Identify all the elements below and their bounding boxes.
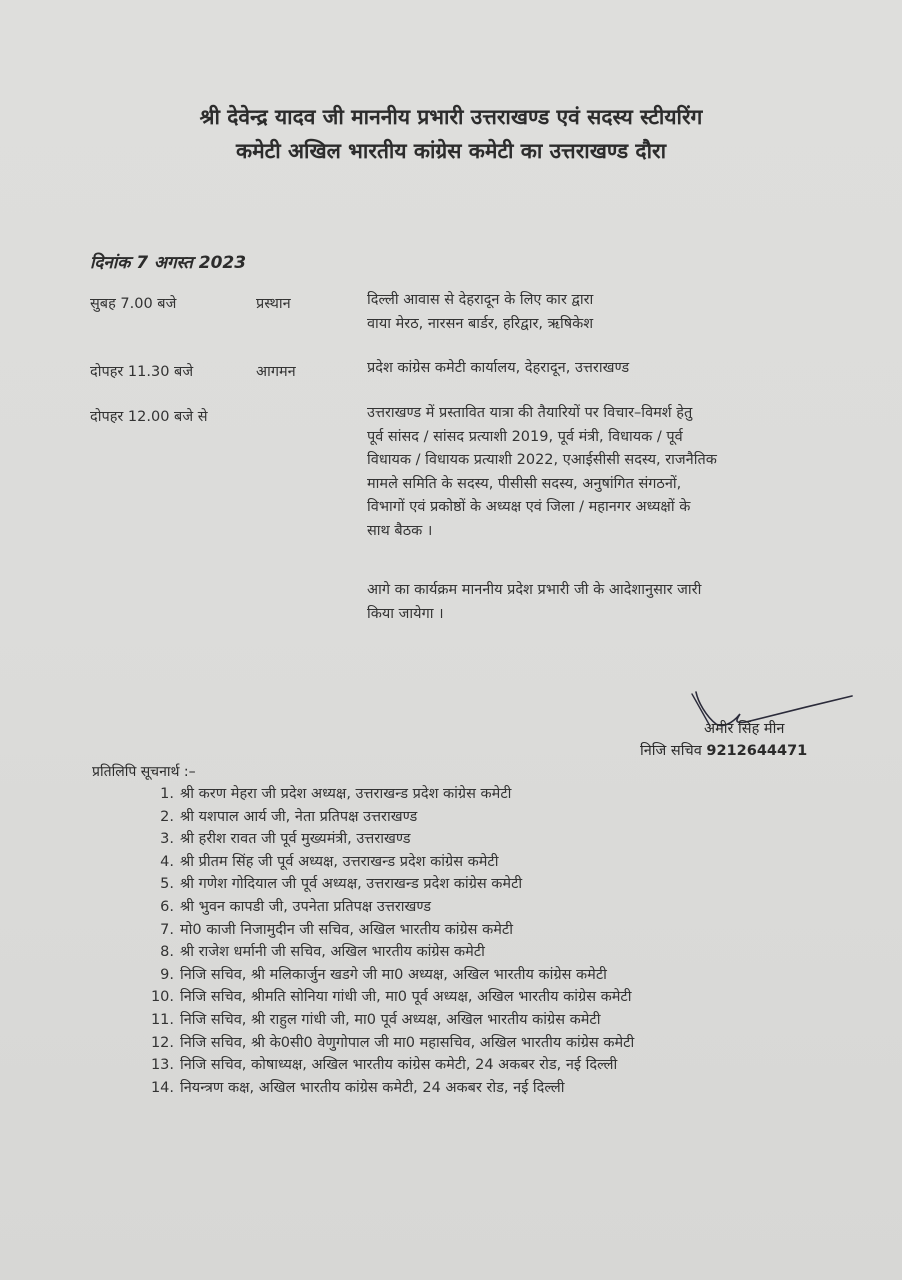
item-number: 2. [160, 808, 174, 825]
list-item [146, 896, 846, 919]
description-line: उत्तराखण्ड में प्रस्तावित यात्रा की तैयारियों पर विचार–विमर्श हेतु [367, 405, 693, 421]
schedule-description [367, 402, 817, 543]
description-line: विभागों एवं प्रकोष्ठों के अध्यक्ष एवं जिला / महानगर अध्यक्षों के [367, 499, 691, 515]
cc-list [146, 783, 846, 1099]
item-number: 11. [150, 1011, 174, 1028]
description-line: प्रदेश कांग्रेस कमेटी कार्यालय, देहरादून, उत्तराखण्ड [367, 360, 630, 376]
list-item [146, 851, 846, 874]
list-item [146, 1009, 846, 1032]
item-text: निजि सचिव, श्री के0सी0 वेणुगोपाल जी मा0 महासचिव, अखिल भारतीय कांग्रेस कमेटी [180, 1034, 635, 1051]
item-text: नियन्त्रण कक्ष, अखिल भारतीय कांग्रेस कमेटी, 24 अकबर रोड, नई दिल्ली [180, 1079, 565, 1096]
list-item [146, 828, 846, 851]
item-text: निजि सचिव, श्रीमति सोनिया गांधी जी, मा0 पूर्व अध्यक्ष, अखिल भारतीय कांग्रेस कमेटी [180, 989, 632, 1006]
list-item [146, 919, 846, 942]
item-text: श्री हरीश रावत जी पूर्व मुख्यमंत्री, उत्तराखण्ड [180, 831, 411, 848]
item-text: निजि सचिव, श्री राहुल गांधी जी, मा0 पूर्व अध्यक्ष, अखिल भारतीय कांग्रेस कमेटी [180, 1011, 601, 1028]
schedule-description [367, 289, 817, 336]
list-item [146, 964, 846, 987]
item-text: श्री राजेश धर्मानी जी सचिव, अखिल भारतीय कांग्रेस कमेटी [180, 944, 485, 961]
item-text: श्री प्रीतम सिंह जी पूर्व अध्यक्ष, उत्तराखन्ड प्रदेश कांग्रेस कमेटी [180, 853, 499, 870]
item-number: 10. [150, 989, 174, 1006]
designation-label: निजि सचिव [640, 743, 702, 759]
item-number: 12. [150, 1034, 174, 1051]
schedule-time: दोपहर 12.00 बजे से [90, 409, 208, 425]
program-note [367, 579, 817, 626]
item-text: श्री भुवन कापडी जी, उपनेता प्रतिपक्ष उत्तराखण्ड [180, 898, 432, 915]
description-line: साथ बैठक । [367, 522, 433, 539]
list-item [146, 986, 846, 1009]
item-number: 8. [160, 944, 174, 961]
list-item [146, 783, 846, 806]
item-text: मो0 काजी निजामुदीन जी सचिव, अखिल भारतीय कांग्रेस कमेटी [180, 921, 513, 938]
item-number: 9. [160, 966, 174, 983]
item-number: 3. [160, 831, 174, 848]
item-text: श्री यशपाल आर्य जी, नेता प्रतिपक्ष उत्तराखण्ड [180, 808, 418, 825]
cc-heading: प्रतिलिपि सूचनार्थ :– [92, 764, 196, 780]
note-line: आगे का कार्यक्रम माननीय प्रदेश प्रभारी जी के आदेशानुसार जारी [367, 582, 702, 598]
list-item [146, 873, 846, 896]
signatory-designation [640, 740, 807, 760]
item-text: श्री करण मेहरा जी प्रदेश अध्यक्ष, उत्तराखन्ड प्रदेश कांग्रेस कमेटी [180, 786, 512, 802]
item-number: 14. [150, 1079, 174, 1096]
description-line: दिल्ली आवास से देहरादून के लिए कार द्वारा [367, 292, 594, 308]
list-item [146, 941, 846, 964]
schedule-time: दोपहर 11.30 बजे [90, 364, 194, 380]
item-text: श्री गणेश गोदियाल जी पूर्व अध्यक्ष, उत्तराखन्ड प्रदेश कांग्रेस कमेटी [180, 876, 523, 893]
item-number: 7. [160, 921, 174, 938]
title-line-1: श्री देवेन्द्र यादव जी माननीय प्रभारी उत्तराखण्ड एवं सदस्य स्टीयरिंग [199, 105, 703, 129]
item-number: 1. [160, 786, 174, 802]
list-item [146, 1054, 846, 1077]
description-line: वाया मेरठ, नारसन बार्डर, हरिद्वार, ऋषिकेश [367, 315, 594, 332]
item-number: 4. [160, 853, 174, 870]
schedule-description [367, 357, 817, 381]
item-number: 5. [160, 876, 174, 893]
phone-number: 9212644471 [706, 743, 808, 759]
title-line-2: कमेटी अखिल भारतीय कांग्रेस कमेटी का उत्तराखण्ड दौरा [235, 139, 667, 163]
list-item [146, 1077, 846, 1100]
schedule-activity: प्रस्थान [256, 296, 291, 312]
item-number: 6. [160, 898, 174, 915]
signatory-name: अमीर सिंह मीन [704, 721, 785, 737]
item-number: 13. [150, 1057, 174, 1074]
description-line: विधायक / विधायक प्रत्याशी 2022, एआईसीसी सदस्य, राजनैतिक [367, 452, 717, 468]
list-item [146, 1032, 846, 1055]
list-item [146, 806, 846, 829]
description-line: मामले समिति के सदस्य, पीसीसी सदस्य, अनुषांगित संगठनों, [367, 475, 682, 492]
schedule-time: सुबह 7.00 बजे [90, 296, 177, 312]
document-date: दिनांक 7 अगस्त 2023 [90, 253, 247, 273]
description-line: पूर्व सांसद / सांसद प्रत्याशी 2019, पूर्व मंत्री, विधायक / पूर्व [367, 428, 683, 445]
note-line: किया जायेगा । [367, 605, 444, 622]
document-title [60, 100, 842, 168]
schedule-activity: आगमन [256, 364, 296, 380]
item-text: निजि सचिव, कोषाध्यक्ष, अखिल भारतीय कांग्रेस कमेटी, 24 अकबर रोड, नई दिल्ली [180, 1057, 618, 1074]
item-text: निजि सचिव, श्री मलिकार्जुन खडगे जी मा0 अध्यक्ष, अखिल भारतीय कांग्रेस कमेटी [180, 966, 607, 983]
